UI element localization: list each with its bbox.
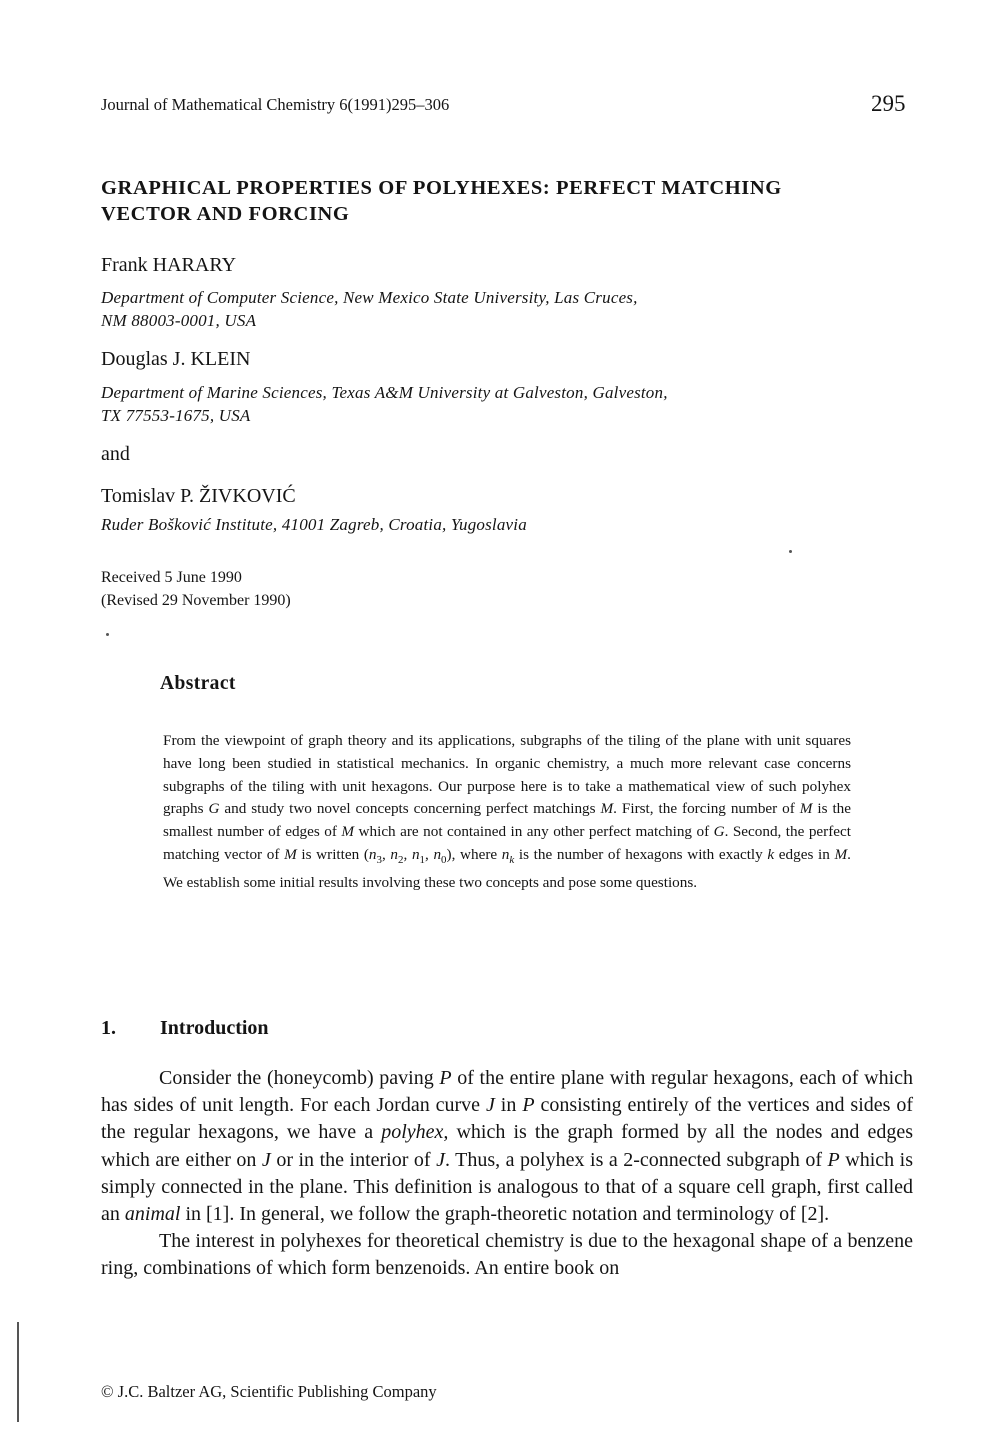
scan-speck [106,633,109,636]
text-run: is the smallest number of edges of [163,800,852,841]
italic-text: M [284,845,297,863]
affiliation-line: NM 88003-0001, USA [101,311,257,330]
text-run: . First, the forcing number of [613,800,800,818]
section-number: 1. [101,1017,116,1039]
affiliation-line: Department of Marine Sciences, Texas A&M University at Galveston, Galveston, [101,383,668,402]
abstract-heading: Abstract [160,673,236,694]
text-run: , [381,845,391,863]
italic-text: J [436,1148,445,1171]
text-run: in [494,1094,523,1117]
paper-title [101,175,931,227]
italic-text: M [799,800,813,818]
text-run: , [403,845,412,863]
text-run: . Second, the perfect matching vector of [163,823,851,863]
text-run: is written ( [296,845,369,863]
title-line: GRAPHICAL PROPERTIES OF POLYHEXES: PERFECT MATCHING [101,177,782,199]
text-run: , [425,845,434,863]
page-number: 295 [871,91,906,116]
affiliation-line: Department of Computer Science, New Mexico State University, Las Cruces, [101,288,638,307]
abstract-text [163,730,851,895]
affiliation-line: TX 77553-1675, USA [101,406,251,425]
text-run: or in the interior of [270,1148,437,1171]
text-run: which is the graph formed by all the nodes and edges which are either on [101,1121,913,1171]
italic-text: M [834,845,848,863]
author-name: Frank HARARY [101,254,237,276]
italic-text: J [485,1094,495,1117]
text-run: which are not contained in any other perfect matching of [354,823,714,841]
text-run: and study two novel concepts concerning perfect matchings [219,800,601,818]
italic-text: J [261,1148,271,1171]
text-run: of the entire plane with regular hexagons, each of which has sides of unit length. For each Jordan curve [101,1067,913,1117]
italic-text: polyhex, [381,1121,449,1144]
running-head: Journal of Mathematical Chemistry 6(1991)295–306 [101,95,450,114]
italic-text: P [439,1067,452,1089]
text-run: is the number of hexagons with exactly [514,845,768,863]
paragraph [101,1228,913,1282]
italic-text: k [767,845,775,863]
italic-text: G [713,823,725,841]
received-date: Received 5 June 1990 [101,569,242,586]
italic-text: M [600,800,614,818]
author-name: Douglas J. KLEIN [101,348,251,370]
italic-text: n [501,845,510,863]
copyright-footer: © J.C. Baltzer AG, Scientific Publishing Company [101,1382,437,1401]
author-affiliation [101,381,668,427]
paragraph [101,1065,913,1228]
author-affiliation [101,286,638,332]
text-run: ), where [446,845,502,863]
italic-text: M [341,823,355,841]
italic-text: P [522,1094,535,1117]
italic-text: n [368,845,377,863]
author-affiliation [101,513,527,536]
revised-date: (Revised 29 November 1990) [101,592,291,609]
italic-text: n [433,845,442,863]
italic-text: n [411,845,420,863]
subscript-text: k [509,854,515,867]
text-run: . Thus, a polyhex is a 2-connected subgraph of [444,1148,828,1171]
text-run: . We establish some initial results involving these two concepts and pose some questions. [163,845,851,891]
italic-text: animal [124,1203,181,1226]
italic-text: G [208,800,220,818]
text-run: in [1]. In general, we follow the graph-theoretic notation and terminology of [2]. [180,1203,830,1226]
text-run: edges in [774,845,835,863]
introduction-body [101,1065,913,1283]
italic-text: n [390,845,399,863]
author-name: Tomislav P. ŽIVKOVIĆ [101,485,296,507]
text-run: consisting entirely of the vertices and sides of the regular hexagons, we have a [101,1094,914,1144]
subscript-text: 1 [419,854,425,867]
section-heading [101,1017,269,1040]
subscript-text: 3 [376,854,382,867]
text-run: which is simply connected in the plane. This definition is analogous to that of a square cell graph, first called an [101,1148,914,1226]
affiliation-line: Ruder Bošković Institute, 41001 Zagreb, Croatia, Yugoslavia [101,515,527,534]
subscript-text: 2 [398,854,404,867]
author-conjunction: and [101,443,130,465]
text-run: Consider the (honeycomb) paving [159,1067,440,1089]
title-line: VECTOR AND FORCING [101,203,350,225]
submission-dates [101,566,291,612]
section-title: Introduction [160,1017,269,1039]
subscript-text: 0 [441,854,447,867]
text-run: From the viewpoint of graph theory and its applications, subgraphs of the tiling of the plane with unit squares have long been studied in statistical mechanics. In organic chemistry, a much more relevant case concerns subgraphs of the tiling with unit hexagons. Our purpose here is to take a mathematical view of such polyhex graphs [163,732,851,818]
scan-edge-mark [17,1322,19,1422]
italic-text: P [827,1148,840,1171]
scan-speck [789,550,792,553]
text-run: The interest in polyhexes for theoretical chemistry is due to the hexagonal shape of a benzene ring, combinations of which form benzenoids. An entire book on [101,1230,913,1280]
